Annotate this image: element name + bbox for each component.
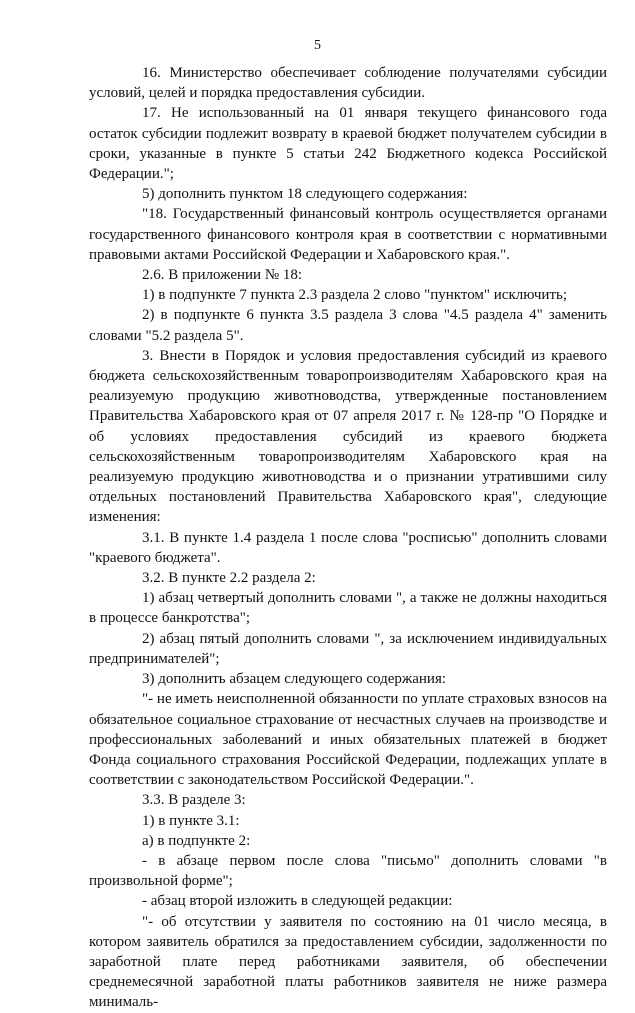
paragraph-2-6-item-1: 1) в подпункте 7 пункта 2.3 раздела 2 слово "пунктом" исключить; bbox=[142, 287, 568, 304]
paragraph-3-2: 3.2. В пункте 2.2 раздела 2: bbox=[142, 570, 316, 587]
paragraph-add-18: 5) дополнить пунктом 18 следующего содержания: bbox=[142, 186, 468, 203]
paragraph-3-2-item-2: 2) абзац пятый дополнить словами ", за исключением индивидуальных предпринимателей"; bbox=[89, 630, 607, 667]
paragraph-3-3-item-1: 1) в пункте 3.1: bbox=[142, 812, 240, 829]
paragraph-17: 17. Не использованный на 01 января текущего финансового года остаток субсидии подлежит возврату в краевой бюджет получателем субсидии в сроки, указанные в пункте 5 статьи 242 Бюджетного кодекса Российской Федерации."; bbox=[89, 105, 607, 183]
paragraph-16: 16. Министерство обеспечивает соблюдение получателями субсидии условий, целей и порядка предоставления субсидии. bbox=[89, 65, 607, 102]
paragraph-18-text: "18. Государственный финансовый контроль осуществляется органами государственного финансового контроля края в соответствии с нормативными правовыми актами Российской Федерации и Хабаровского края.". bbox=[89, 206, 607, 263]
paragraph-abzac-second: - абзац второй изложить в следующей редакции: bbox=[142, 893, 453, 910]
paragraph-3-3: 3.3. В разделе 3: bbox=[142, 792, 246, 809]
paragraph-2-6: 2.6. В приложении № 18: bbox=[142, 267, 303, 284]
page-number: 5 bbox=[314, 38, 321, 53]
paragraph-quoted-obligation: "- не иметь неисполненной обязанности по уплате страховых взносов на обязательное социальное страхование от несчастных случаев на производстве и профессиональных заболеваний и иных обязательных платежей в бюджет Фонда социального страхования Российской Федерации, подлежащих уплате в соответствии с законодательством Российской Федерации.". bbox=[89, 691, 607, 789]
paragraph-3-2-item-3: 3) дополнить абзацем следующего содержания: bbox=[142, 671, 447, 688]
paragraph-3-3-item-1-a: а) в подпункте 2: bbox=[142, 832, 251, 849]
paragraph-quoted-debt: "- об отсутствии у заявителя по состоянию на 01 число месяца, в котором заявитель обратился за предоставлением субсидии, задолженности по заработной плате перед работниками заявителя, об обеспечении среднемесячной заработной платы работников заявителя не ниже размера минималь- bbox=[89, 913, 607, 1011]
paragraph-abzac-first: - в абзаце первом после слова "письмо" дополнить словами "в произвольной форме"; bbox=[89, 852, 607, 890]
paragraph-3: 3. Внести в Порядок и условия предоставления субсидий из краевого бюджета сельскохозяйственным товаропроизводителям Хабаровского края на реализуемую продукцию животноводства, утвержденные постановлением Правительства Хабаровского края от 07 апреля 2017 г. № 128-пр "О Порядке и об условиях предоставления субсидий из краевого бюджета сельскохозяйственным товаропроизводителям Хабаровского края на реализуемую продукцию животноводства и о признании утратившими силу отдельных постановлений Правительства Хабаровского края", следующие изменения: bbox=[89, 347, 607, 526]
paragraph-3-2-item-1: 1) абзац четвертый дополнить словами ", а также не должны находиться в процессе банкротства"; bbox=[89, 590, 607, 627]
document-body bbox=[89, 63, 607, 1013]
paragraph-3-1: 3.1. В пункте 1.4 раздела 1 после слова "росписью" дополнить словами "краевого бюджета". bbox=[89, 529, 607, 566]
paragraph-2-6-item-2: 2) в подпункте 6 пункта 3.5 раздела 3 слова "4.5 раздела 4" заменить словами "5.2 раздела 5". bbox=[89, 307, 607, 344]
